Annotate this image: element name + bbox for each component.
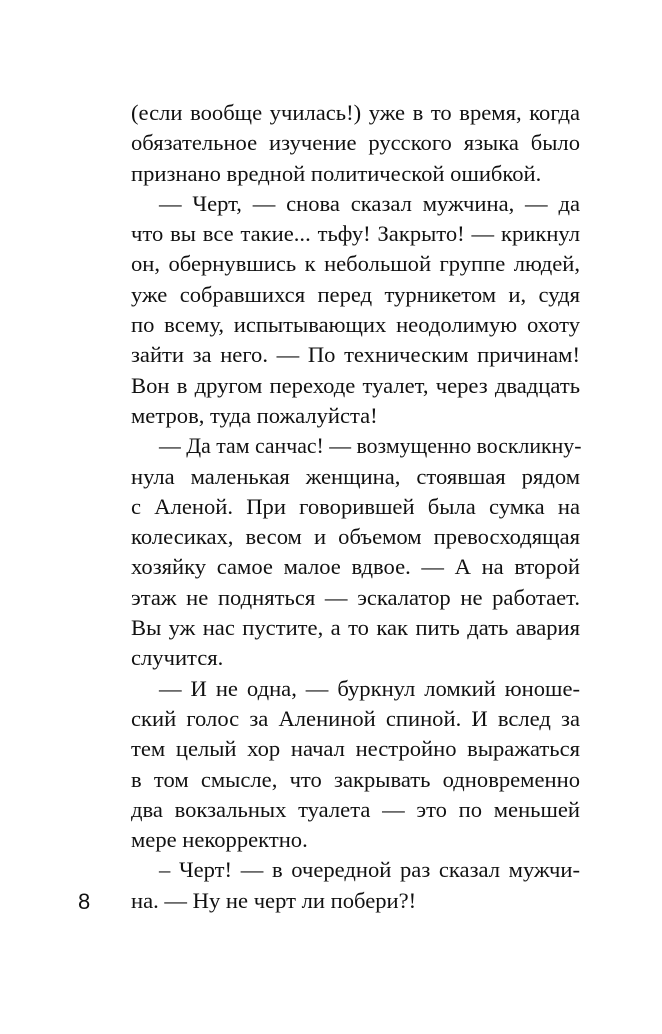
- text-line: мере некорректно.: [131, 827, 308, 853]
- text-line: признано вредной политической ошибкой.: [131, 160, 542, 186]
- text-line: на. — Ну не черт ли побери?!: [131, 887, 417, 913]
- text-line: нула маленькая женщина, стоявшая рядом: [131, 463, 580, 489]
- text-line: метров, туда пожалуйста!: [131, 402, 378, 428]
- text-line: хозяйку самое малое вдвое. — А на второй: [131, 554, 580, 580]
- text-line: по всему, испытывающих неодолимую охоту: [131, 312, 580, 338]
- body-text: [131, 98, 580, 916]
- text-line: – Черт! — в очередной раз сказал мужчи-: [159, 857, 580, 883]
- text-line: — И не одна, — буркнул ломкий юноше-: [159, 675, 580, 701]
- text-line: этаж не подняться — эскалатор не работает.: [131, 584, 580, 610]
- text-line: в том смысле, что закрывать одновременно: [131, 766, 580, 792]
- text-line: (если вообще училась!) уже в то время, когда: [131, 100, 580, 125]
- text-line: Вон в другом переходе туалет, через двадцать: [131, 372, 580, 398]
- page-number: 8: [78, 889, 91, 914]
- text-line: зайти за него. — По техническим причинам!: [131, 342, 580, 368]
- text-line: он, обернувшись к небольшой группе людей,: [131, 251, 580, 277]
- text-line: колесиках, весом и объемом превосходящая: [131, 524, 580, 550]
- text-line: с Аленой. При говорившей была сумка на: [131, 493, 580, 519]
- text-line: ский голос за Алениной спиной. И вслед за: [131, 705, 580, 731]
- text-line: случится.: [131, 645, 224, 671]
- text-line: — Да там санчас! — возмущенно воскликну-: [159, 434, 582, 459]
- text-line: обязательное изучение русского языка было: [131, 130, 580, 156]
- text-line: что вы все такие... тьфу! Закрыто! — крикнул: [131, 221, 580, 247]
- text-line: Вы уж нас пустите, а то как пить дать авария: [131, 615, 580, 641]
- text-line: уже собравшихся перед турникетом и, судя: [131, 281, 580, 307]
- text-line: тем целый хор начал нестройно выражаться: [131, 736, 580, 762]
- text-line: два вокзальных туалета — это по меньшей: [131, 796, 580, 822]
- text-line: — Черт, — снова сказал мужчина, — да: [159, 190, 580, 216]
